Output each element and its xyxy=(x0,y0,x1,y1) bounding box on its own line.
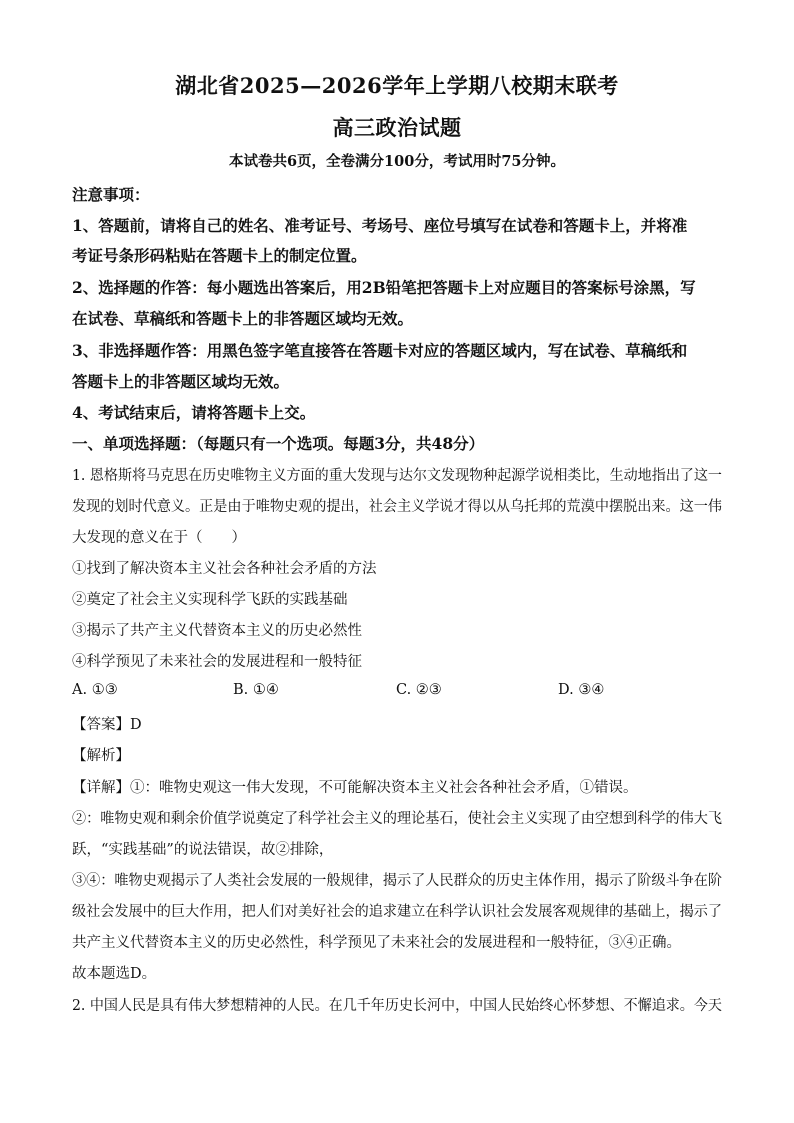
notice-item: 1、答题前，请将自己的姓名、准考证号、考场号、座位号填写在试卷和答题卡上，并将准 xyxy=(72,216,688,235)
option-a: A. ①③ xyxy=(72,682,118,698)
analysis-line: 【详解】①：唯物史观这一伟大发现，不可能解决资本主义社会各种社会矛盾，①错误。 xyxy=(72,780,638,796)
analysis-line: 共产主义代替资本主义的历史必然性，科学预见了未来社会的发展进程和一般特征，③④正确。 xyxy=(72,935,681,951)
notice-item: 4、考试结束后，请将答题卡上交。 xyxy=(72,403,316,422)
question-stem: 发现的划时代意义。正是由于唯物史观的提出，社会主义学说才得以从乌托邦的荒漠中摆脱出来。这一伟 xyxy=(72,499,722,515)
notice-item: 3、非选择题作答：用黑色签字笔直接答在答题卡对应的答题区域内，写在试卷、草稿纸和 xyxy=(72,341,688,360)
question-stem: 1. 恩格斯将马克思在历史唯物主义方面的重大发现与达尔文发现物种起源学说相类比，生动地指出了这一 xyxy=(72,468,722,484)
exam-info: 本试卷共6页，全卷满分100分，考试用时75分钟。 xyxy=(228,153,566,170)
analysis-heading: 【解析】 xyxy=(72,748,130,764)
section-heading: 一、单项选择题：（每题只有一个选项。每题3分，共48分） xyxy=(72,434,485,453)
statement: ④科学预见了未来社会的发展进程和一般特征 xyxy=(72,654,362,670)
exam-title: 湖北省2025—2026学年上学期八校期末联考 xyxy=(175,73,619,98)
analysis-line: ③④：唯物史观揭示了人类社会发展的一般规律，揭示了人民群众的历史主体作用，揭示了阶级斗争在阶 xyxy=(72,873,722,889)
statement: ③揭示了共产主义代替资本主义的历史必然性 xyxy=(72,623,362,639)
analysis-line: 跃，“实践基础”的说法错误，故②排除， xyxy=(72,842,334,858)
exam-subtitle: 高三政治试题 xyxy=(332,115,462,140)
option-d: D. ③④ xyxy=(558,682,605,698)
option-b: B. ①④ xyxy=(233,682,279,698)
option-c: C. ②③ xyxy=(396,682,442,698)
notice-item: 在试卷、草稿纸和答题卡上的非答题区域均无效。 xyxy=(72,309,414,328)
notice-heading: 注意事项： xyxy=(72,185,150,204)
analysis-line: 级社会发展中的巨大作用，把人们对美好社会的追求建立在科学认识社会发展客观规律的基础上，揭示了 xyxy=(72,904,722,920)
question-stem: 大发现的意义在于（ ） xyxy=(72,530,246,546)
notice-item: 答题卡上的非答题区域均无效。 xyxy=(72,372,290,391)
question-stem: 2. 中国人民是具有伟大梦想精神的人民。在几千年历史长河中，中国人民始终心怀梦想、不懈追求。今天 xyxy=(72,998,722,1014)
analysis-line: ②：唯物史观和剩余价值学说奠定了科学社会主义的理论基石，使社会主义实现了由空想到科学的伟大飞 xyxy=(72,811,722,827)
notice-item: 考证号条形码粘贴在答题卡上的制定位置。 xyxy=(72,246,367,265)
notice-item: 2、选择题的作答：每小题选出答案后，用2B铅笔把答题卡上对应题目的答案标号涂黑，写 xyxy=(72,278,696,297)
statement: ②奠定了社会主义实现科学飞跃的实践基础 xyxy=(72,592,348,608)
answer-label: 【答案】D xyxy=(72,717,142,733)
analysis-line: 故本题选D。 xyxy=(72,966,157,982)
statement: ①找到了解决资本主义社会各种社会矛盾的方法 xyxy=(72,561,377,577)
